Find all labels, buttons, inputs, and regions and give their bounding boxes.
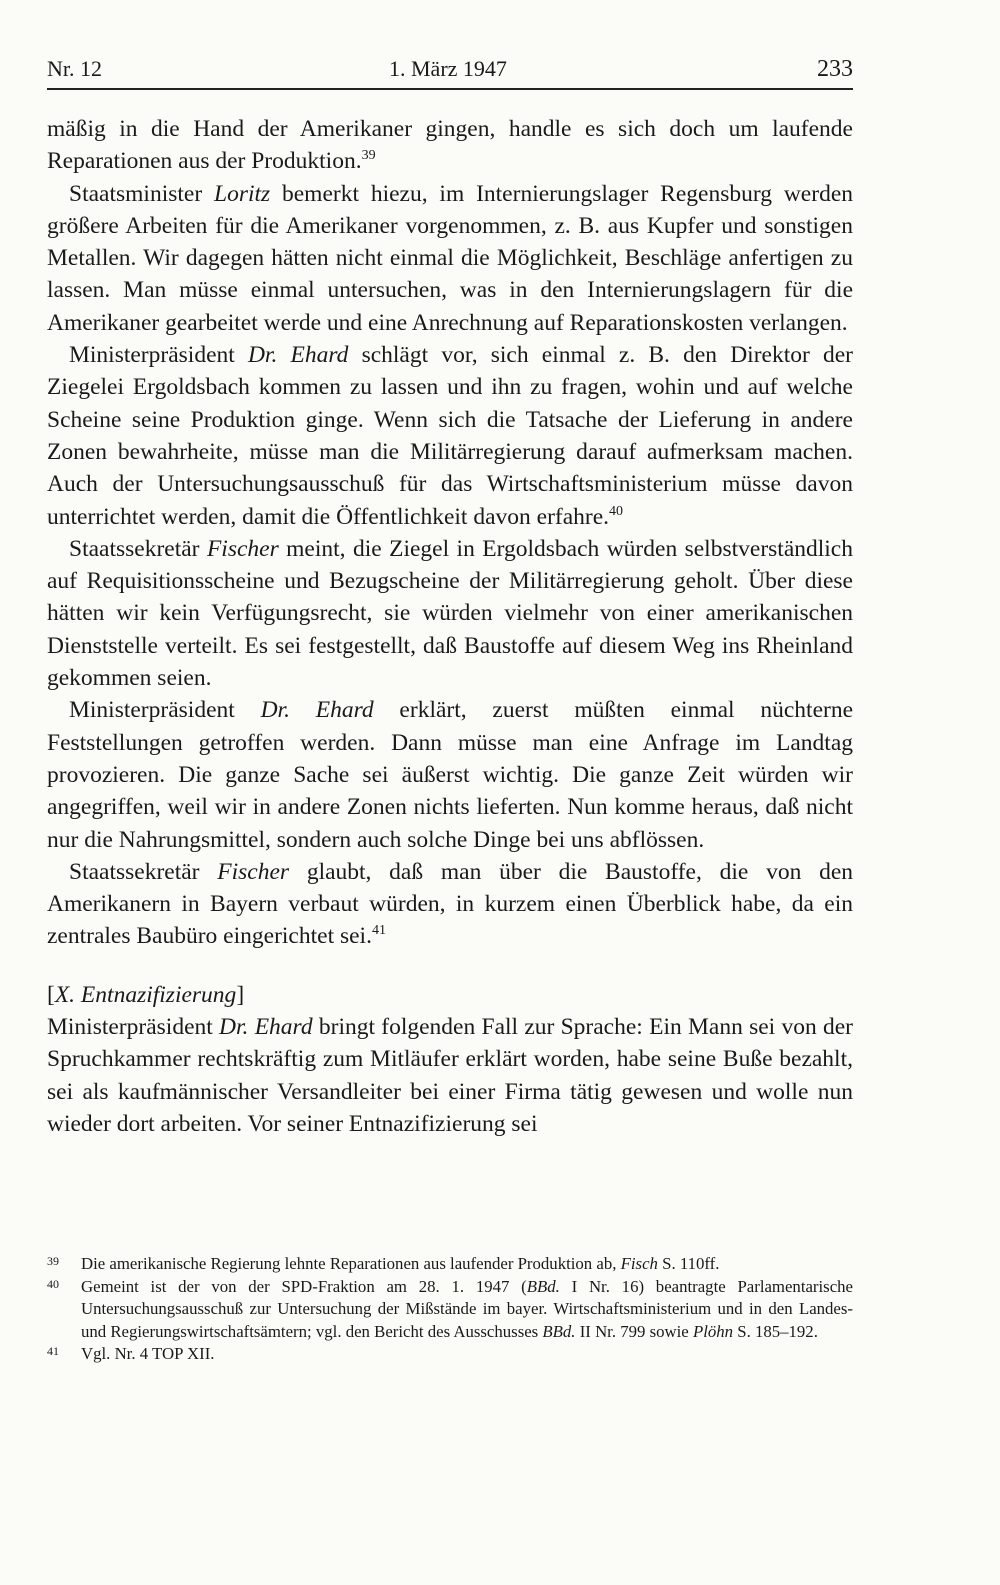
speaker-name: Dr. Ehard (260, 697, 374, 724)
footnote-39: 39 Die amerikanische Regierung lehnte Reparationen aus laufender Produktion ab, Fisch S. 110ff. (47, 1253, 853, 1276)
main-text (47, 113, 853, 1140)
paragraph: Staatsminister Loritz bemerkt hiezu, im Internierungslager Regensburg werden größere Arbeiten für die Amerikaner vorgenommen, z. B. aus Kupfer und sonstigen Metallen. Wir dagegen hätten nicht einmal die Möglichkeit, Beschläge anfertigen zu lassen. Man müsse einmal untersuchen, was in den Internierungslagern für die Amerikaner gearbeitet werde und eine Anrechnung auf Reparationskosten verlangen. (47, 180, 853, 336)
issue-number: Nr. 12 (47, 56, 102, 81)
page-number: 233 (817, 56, 853, 82)
footnote-ref: 40 (609, 503, 624, 519)
section-heading: [X. Entnazifizierung] (47, 981, 245, 1008)
running-header (47, 52, 853, 90)
footnote-ref: 39 (361, 148, 376, 164)
footnote-number: 41 (47, 1344, 59, 1359)
paragraph: Ministerpräsident Dr. Ehard erklärt, zuerst müßten einmal nüchterne Feststellungen getroffen werden. Dann müsse man eine Anfrage im Landtag provozieren. Die ganze Sache sei äußerst wichtig. Die ganze Zeit würden wir angegriffen, weil wir in andere Zonen nichts lieferten. Nun komme heraus, daß nicht nur die Nahrungsmittel, sondern auch solche Dinge bei uns abflössen. (47, 697, 854, 853)
paragraph: mäßig in die Hand der Amerikaner gingen, handle es sich doch um laufende Reparationen aus der Produktion.$^{39}$ (47, 116, 853, 175)
paragraph: Ministerpräsident Dr. Ehard bringt folgenden Fall zur Sprache: Ein Mann sei von der Spruchkammer rechtskräftig zum Mitläufer erklärt worden, habe seine Buße bezahlt, sei als kaufmännischer Versandleiter bei einer Firma tätig gewesen und wolle nun wieder dort arbeiten. Vor seiner Entnazifizierung sei (47, 1014, 854, 1137)
footnotes (47, 1253, 853, 1366)
header-date: 1. März 1947 (389, 56, 507, 81)
paragraph: Ministerpräsident Dr. Ehard schlägt vor, sich einmal z. B. den Direktor der Ziegelei Ergoldsbach kommen zu lassen und ihn zu fragen, wohin und auf welche Scheine seine Produktion ginge. Wenn sich die Tatsache der Lieferung in andere Zonen bewahrheite, müsse man die Militärregierung darauf aufmerksam machen. Auch der Untersuchungsausschuß für das Wirtschaftsministerium müsse davon unterrichtet werden, damit die Öffentlichkeit davon erfahre.$^{40}$ (47, 342, 854, 530)
speaker-name: Dr. Ehard (219, 1014, 313, 1041)
footnote-40: 40 Gemeint ist der von der SPD-Fraktion am 28. 1. 1947 (BBd. I Nr. 16) beantragte Parlamentarische Untersuchungsausschuß zur Untersuchung der Mißstände im bayer. Wirtschaftsministerium und in den Landes- und Regierungswirtschaftsämtern; vgl. den Bericht des Ausschusses BBd. II Nr. 799 sowie Plöhn S. 185–192. (47, 1276, 853, 1344)
paragraph: Staatssekretär Fischer glaubt, daß man über die Baustoffe, die von den Amerikanern in Bayern verbaut würden, in kurzem einen Überblick habe, da ein zentrales Baubüro eingerichtet sei.$^{41}$ (47, 858, 853, 950)
footnote-number: 39 (47, 1254, 59, 1268)
footnote-ref: 41 (371, 923, 386, 939)
speaker-name: Fischer (217, 858, 290, 885)
speaker-name: Fischer (206, 535, 279, 562)
speaker-name: Loritz (214, 180, 271, 207)
footnote-number: 40 (47, 1276, 59, 1291)
footnote-41: 41 Vgl. Nr. 4 TOP XII. (47, 1343, 853, 1366)
paragraph: Staatssekretär Fischer meint, die Ziegel in Ergoldsbach würden selbstverständlich auf Requisitionsscheine und Bezugscheine der Militärregierung geholt. Über diese hätten wir kein Verfügungsrecht, sie würden vielmehr von einer amerikanischen Dienststelle verteilt. Es sei festgestellt, daß Baustoffe auf diesem Weg ins Rheinland gekommen seien. (47, 535, 853, 692)
speaker-name: Dr. Ehard (247, 342, 349, 369)
